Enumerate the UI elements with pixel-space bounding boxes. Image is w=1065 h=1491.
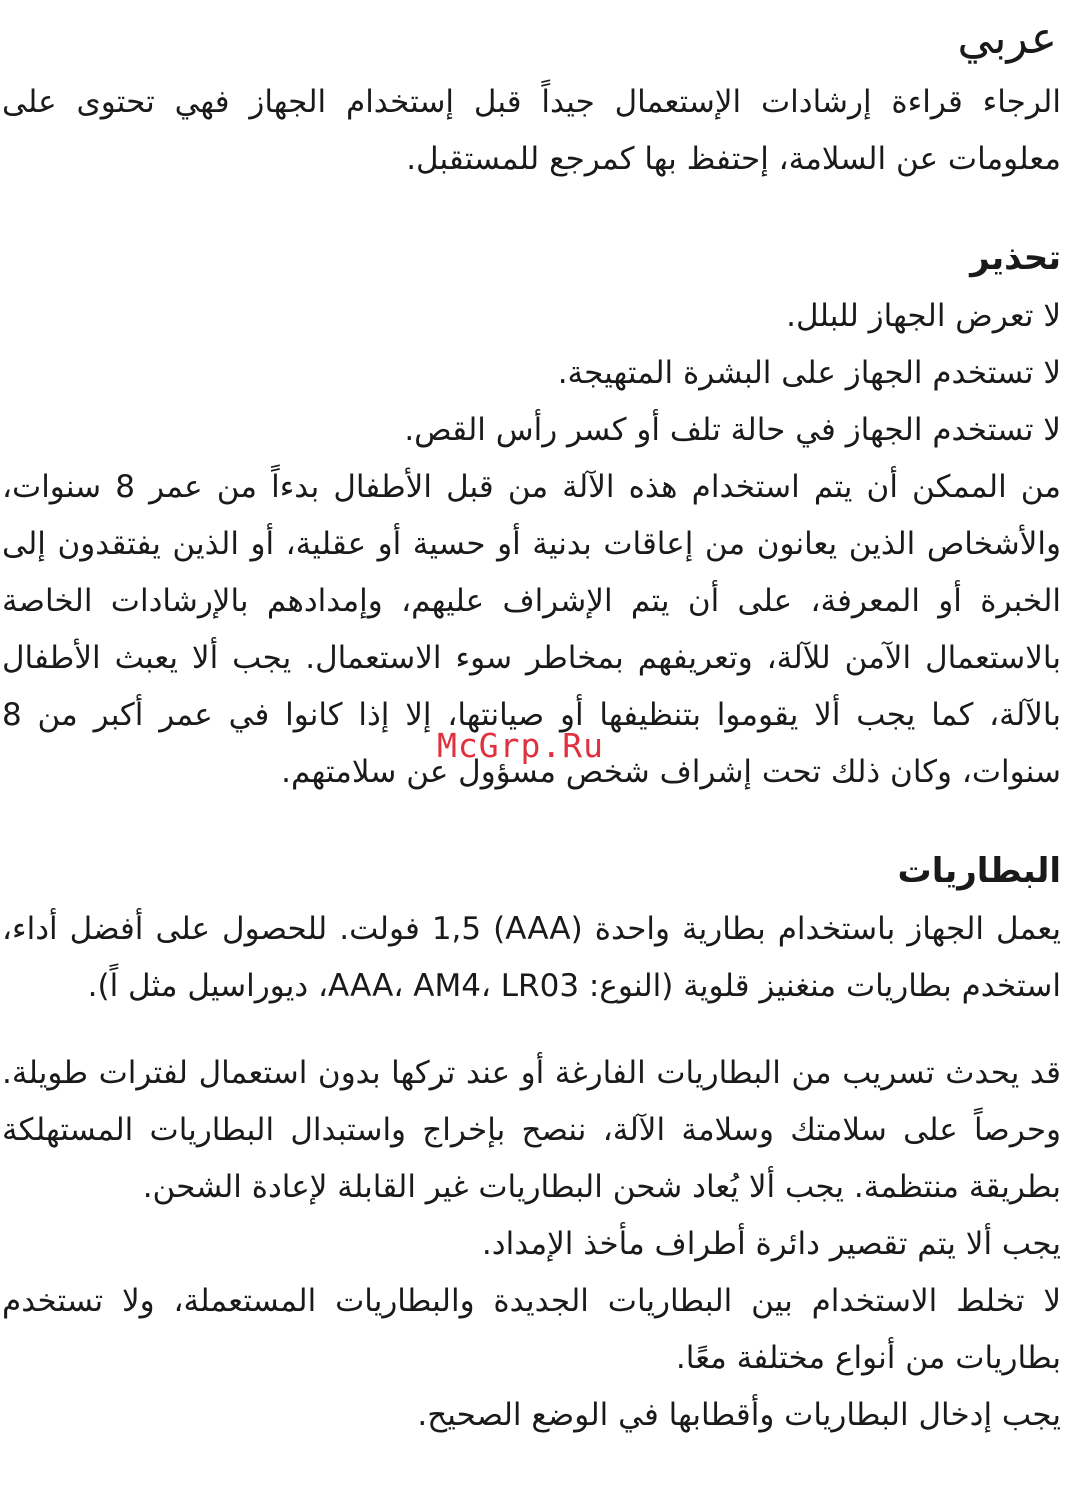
warning-item: لا تستخدم الجهاز على البشرة المتهيجة. [557,355,1061,391]
watermark-text: McGrp.Ru [437,726,604,765]
spacer [0,1015,1065,1045]
intro-paragraph: الرجاء قراءة إرشادات الإستعمال جيداً قبل إستخدام الجهاز فهي تحتوى على معلومات عن السلامة، إحتفظ بها كمرجع للمستقبل. [2,84,1061,177]
batteries-paragraph: لا تخلط الاستخدام بين البطاريات الجديدة والبطاريات المستعملة، ولا تستخدم بطاريات من أنواع مختلفة معًا. [2,1283,1061,1376]
warning-heading: تحذير [970,238,1061,278]
batteries-paragraph: يجب ألا يتم تقصير دائرة أطراف مأخذ الإمداد. [481,1226,1061,1262]
batteries-paragraph: يجب إدخال البطاريات وأقطابها في الوضع الصحيح. [417,1397,1061,1433]
warning-item: من الممكن أن يتم استخدام هذه الآلة من قبل الأطفال بدءاً من عمر 8 سنوات، والأشخاص الذين يعانون من إعاقات بدنية أو حسية أو عقلية، أو الذين يفتقدون إلى الخبرة أو المعرفة، على أن يتم الإشراف عليهم، وإمدادهم بالإرشادات الخاصة بالاستعمال الآمن للآلة، وتعريفهم بمخاطر سوء الاستعمال. يجب ألا يعبث الأطفال بالآلة، كما يجب ألا يقوموا بتنظيفها أو صيانتها، إلا إذا كانوا في عمر أكبر من 8 سنوات، وكان ذلك تحت إشراف شخص مسؤول عن سلامتهم. [2,469,1062,790]
language-title: عربي [957,13,1057,64]
batteries-paragraph: قد يحدث تسريب من البطاريات الفارغة أو عند تركها بدون استعمال لفترات طويلة. وحرصاً على سلامتك وسلامة الآلة، ننصح بإخراج واستبدال البطاريات المستهلكة بطريقة منتظمة. يجب ألا يُعاد شحن البطاريات غير القابلة لإعادة الشحن. [2,1055,1061,1205]
spacer [0,188,1065,228]
spacer [0,801,1065,841]
warning-item: لا تعرض الجهاز للبلل. [786,298,1061,334]
batteries-paragraph: يعمل الجهاز باستخدام بطارية واحدة (AAA) 1,5 فولت. للحصول على أفضل أداء، استخدم بطاريات منغنيز قلوية (النوع: AAA، AM4، LR03، ديوراسيل مثل اً). [2,911,1062,1004]
warning-item: لا تستخدم الجهاز في حالة تلف أو كسر رأس القص. [404,412,1061,448]
batteries-heading: البطاريات [897,851,1061,891]
